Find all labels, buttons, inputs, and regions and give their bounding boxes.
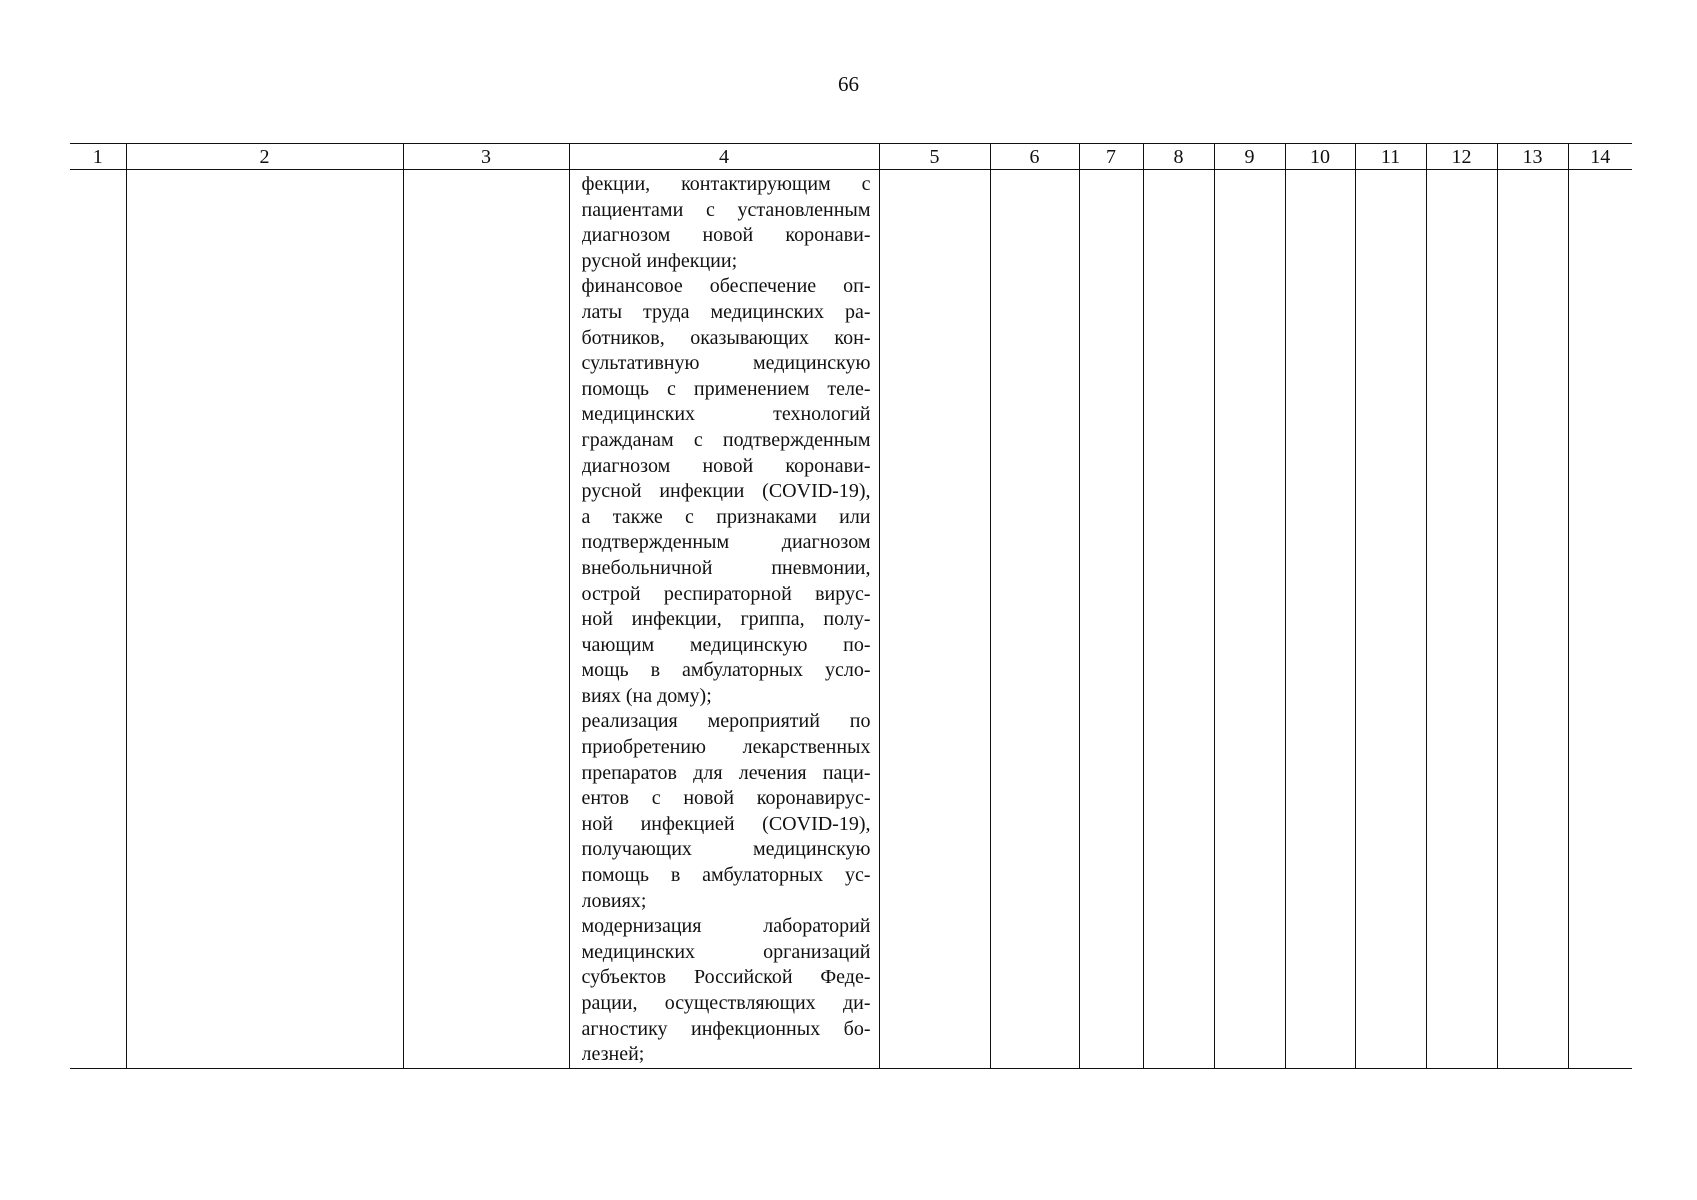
- column-header-13: 13: [1497, 144, 1568, 170]
- text-line: подтвержденным диагнозом: [581, 531, 871, 554]
- cell-col-4-measures-text: [569, 170, 879, 1069]
- text-line: пациентами с установленным: [581, 198, 871, 221]
- text-line: ной инфекции, гриппа, полу-: [581, 608, 871, 631]
- cell-col-6: [990, 170, 1079, 1069]
- text-line: лезней;: [581, 1043, 645, 1066]
- text-line: рации, осуществляющих ди-: [581, 992, 871, 1014]
- text-line: диагнозом новой коронави-: [581, 224, 871, 247]
- cell-col-13: [1497, 170, 1568, 1069]
- text-line: медицинских технологий: [581, 403, 871, 426]
- cell-col-2: [126, 170, 403, 1069]
- text-line: острой респираторной вирус-: [581, 582, 871, 605]
- text-line: препаратов для лечения паци-: [581, 761, 871, 784]
- text-line: сультативную медицинскую: [581, 352, 871, 375]
- cell-col-7: [1079, 170, 1143, 1069]
- text-line: реализация мероприятий по: [581, 710, 871, 733]
- text-line: латы труда медицинских ра-: [581, 300, 871, 323]
- text-line: получающих медицинскую: [581, 838, 871, 861]
- text-line: приобретению лекарственных: [581, 736, 871, 759]
- column-header-5: 5: [879, 144, 990, 170]
- column-header-2: 2: [126, 144, 403, 170]
- text-line: чающим медицинскую по-: [581, 633, 871, 656]
- text-line: финансовое обеспечение оп-: [581, 275, 871, 298]
- document-table: [70, 143, 1632, 1069]
- column-header-7: 7: [1079, 144, 1143, 170]
- text-line: медицинских организаций: [581, 940, 871, 963]
- text-line: фекции, контактирующим с: [581, 173, 871, 195]
- text-line: внебольничной пневмонии,: [581, 556, 871, 579]
- column-header-3: 3: [403, 144, 569, 170]
- text-line: ботников, оказывающих кон-: [581, 326, 871, 349]
- text-line: ентов с новой коронавирус-: [581, 787, 871, 810]
- column-header-11: 11: [1355, 144, 1426, 170]
- column-header-10: 10: [1285, 144, 1355, 170]
- table-row: [70, 170, 1632, 1069]
- cell-col-10: [1285, 170, 1355, 1069]
- text-line: ной инфекцией (COVID-19),: [581, 812, 871, 835]
- text-line: помощь с применением теле-: [581, 377, 871, 400]
- measures-text-block: [582, 172, 871, 1068]
- text-line: диагнозом новой коронави-: [581, 454, 871, 477]
- text-line: ловиях;: [581, 889, 647, 912]
- text-line: а также с признаками или: [581, 505, 871, 528]
- column-header-9: 9: [1214, 144, 1285, 170]
- text-line: русной инфекции;: [581, 249, 738, 272]
- header-row: [70, 144, 1632, 170]
- cell-col-1: [70, 170, 126, 1069]
- page-number: 66: [838, 72, 859, 96]
- cell-col-9: [1214, 170, 1285, 1069]
- text-line: мощь в амбулаторных усло-: [581, 659, 871, 682]
- column-header-1: 1: [70, 144, 126, 170]
- cell-col-5: [879, 170, 990, 1069]
- cell-col-3: [403, 170, 569, 1069]
- cell-col-12: [1426, 170, 1497, 1069]
- text-line: помощь в амбулаторных ус-: [581, 864, 871, 887]
- cell-col-14: [1568, 170, 1632, 1069]
- cell-col-8: [1143, 170, 1214, 1069]
- text-line: агностику инфекционных бо-: [581, 1017, 871, 1040]
- cell-col-11: [1355, 170, 1426, 1069]
- text-line: виях (на дому);: [581, 684, 712, 707]
- column-header-14: 14: [1568, 144, 1632, 170]
- text-line: гражданам с подтвержденным: [581, 428, 871, 451]
- column-header-8: 8: [1143, 144, 1214, 170]
- text-line: модернизация лабораторий: [581, 915, 871, 938]
- column-header-4: 4: [569, 144, 879, 170]
- column-header-6: 6: [990, 144, 1079, 170]
- column-header-12: 12: [1426, 144, 1497, 170]
- text-line: русной инфекции (COVID-19),: [581, 480, 871, 503]
- text-line: субъектов Российской Феде-: [581, 966, 871, 989]
